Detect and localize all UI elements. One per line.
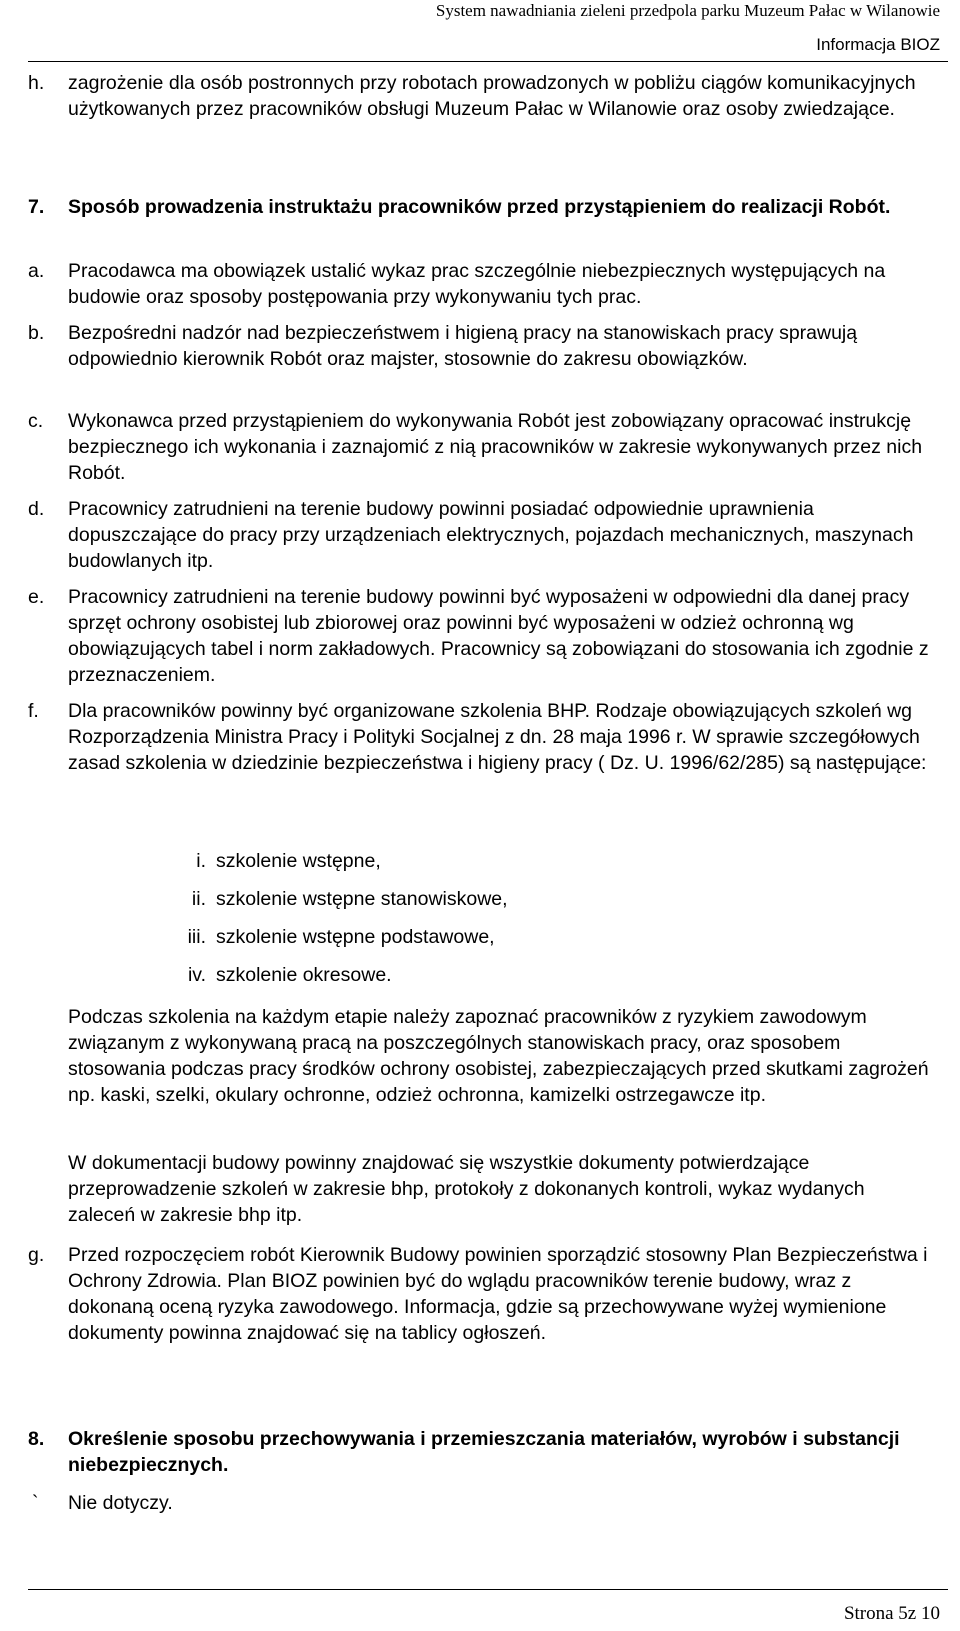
training-numeral: i. [196, 850, 206, 872]
list-item-text: Pracodawca ma obowiązek ustalić wykaz prac szczególnie niebezpiecznych występujących na budowie oraz sposoby postępowania przy wykonywaniu tych prac. [68, 260, 886, 308]
list-item-text: Pracownicy zatrudnieni na terenie budowy powinni posiadać odpowiednie uprawnienia dopuszczające do pracy przy urządzeniach elektrycznych, pojazdach mechanicznych, maszynach budowlanych itp. [68, 498, 914, 572]
training-text: szkolenie wstępne, [216, 850, 381, 872]
list-marker: e. [28, 586, 45, 608]
header-subtitle: Informacja BIOZ [816, 35, 940, 54]
list-marker: a. [28, 260, 45, 282]
section-title: Sposób prowadzenia instruktażu pracowników przed przystąpieniem do realizacji Robót. [68, 196, 891, 218]
section-number: 7. [28, 196, 45, 218]
section-number: 8. [28, 1428, 45, 1450]
footer-rule [28, 1589, 948, 1590]
list-item-text: Wykonawca przed przystąpieniem do wykonywania Robót jest zobowiązany opracować instrukcję bezpiecznego ich wykonania i zaznajomić z nią pracowników w zakresie wykonywanych przez nich Robót. [68, 410, 923, 484]
page-number: Strona 5z 10 [843, 1603, 940, 1624]
list-item-text: Bezpośredni nadzór nad bezpieczeństwem i higieną pracy na stanowiskach pracy sprawują odpowiednio kierownik Robót oraz majster, stosownie do zakresu obowiązków. [68, 322, 858, 370]
training-numeral: iii. [187, 926, 206, 948]
section-title: Określenie sposobu przechowywania i przemieszczania materiałów, wyrobów i substancji niebezpiecznych. [68, 1428, 900, 1476]
header-rule [28, 61, 948, 62]
paragraph-documentation: W dokumentacji budowy powinny znajdować się wszystkie dokumenty potwierdzające przeprowadzenie szkoleń w zakresie bhp, protokoły z dokonanych kontroli, wykaz wydanych zaleceń w zakresie bhp itp. [68, 1152, 865, 1226]
list-item-text: Przed rozpoczęciem robót Kierownik Budowy powinien sporządzić stosowny Plan Bezpieczeństwa i Ochrony Zdrowia. Plan BIOZ powinien być do wglądu pracowników terenie budowy, wraz z dokonaną oceną ryzyka zawodowego. Informacja, gdzie są przechowywane wyżej wymienione dokumenty powinna znajdować się na tablicy ogłoszeń. [68, 1244, 928, 1344]
training-numeral: ii. [191, 888, 206, 910]
paragraph-training-info: Podczas szkolenia na każdym etapie należy zapoznać pracowników z ryzykiem zawodowym związanym z wykonywaną pracą na poszczególnych stanowiskach pracy, oraz sposobem stosowania podczas pracy środków ochrony osobistej, zabezpieczających przed skutkami zagrożeń np. kaski, szelki, okulary ochronne, odzież ochronna, kamizelki ostrzegawcze itp. [68, 1006, 929, 1106]
training-numeral: iv. [187, 964, 206, 986]
header-title: System nawadniania zieleni przedpola parku Muzeum Pałac w Wilanowie [435, 1, 940, 20]
list-item-text: Pracownicy zatrudnieni na terenie budowy powinni być wyposażeni w odpowiedni dla danej pracy sprzęt ochrony osobistej lub zbiorowej oraz powinni być wyposażeni w odzież ochronną wg obowiązujących tabel i norm zakładowych. Pracownicy są zobowiązani do stosowania ich zgodnie z przeznaczeniem. [68, 586, 929, 686]
note-text: Nie dotyczy. [68, 1492, 173, 1514]
list-marker: f. [28, 700, 39, 722]
training-text: szkolenie wstępne podstawowe, [216, 926, 495, 948]
list-marker: d. [28, 498, 45, 520]
list-marker: h. [28, 72, 45, 94]
list-marker: g. [28, 1244, 45, 1266]
list-item-text: Dla pracowników powinny być organizowane szkolenia BHP. Rodzaje obowiązujących szkoleń wg Rozporządzenia Ministra Pracy i Polityki Socjalnej z dn. 28 maja 1996 r. W sprawie szczegółowych zasad szkolenia w dziedzinie bezpieczeństwa i higieny pracy ( Dz. U. 1996/62/285) są następujące: [68, 700, 927, 774]
list-item-text: zagrożenie dla osób postronnych przy robotach prowadzonych w pobliżu ciągów komunikacyjnych użytkowanych przez pracowników obsługi Muzeum Pałac w Wilanowie oraz osoby zwiedzające. [68, 72, 916, 120]
list-marker: c. [28, 410, 44, 432]
training-text: szkolenie wstępne stanowiskowe, [216, 888, 508, 910]
note-marker: ` [32, 1492, 39, 1514]
list-marker: b. [28, 322, 45, 344]
training-text: szkolenie okresowe. [216, 964, 392, 986]
